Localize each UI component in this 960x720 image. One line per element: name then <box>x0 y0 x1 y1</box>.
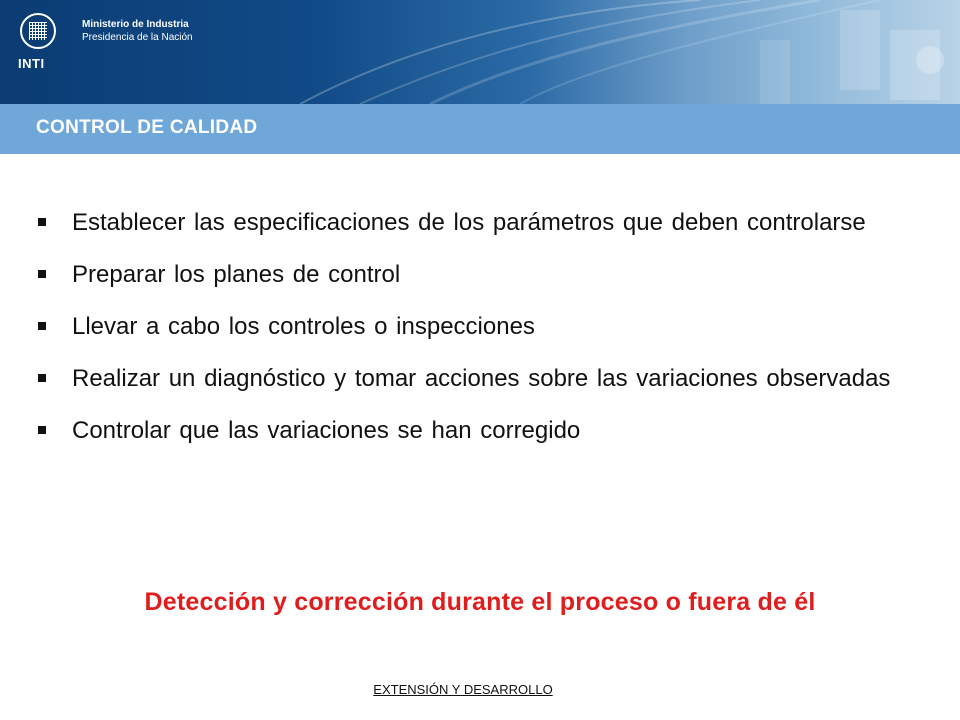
inti-logo-text: INTI <box>18 56 45 71</box>
bullet-text: Controlar que las variaciones se han corregido <box>72 417 581 444</box>
bullet-item <box>36 362 916 396</box>
square-bullet-icon <box>38 218 46 226</box>
bullet-item <box>36 258 916 292</box>
conclusion-text: Detección y corrección durante el proceso o fuera de él <box>144 588 816 616</box>
ministry-label <box>82 18 193 44</box>
bullet-list <box>36 206 916 466</box>
bullet-text: Preparar los planes de control <box>72 261 401 288</box>
ministry-line2: Presidencia de la Nación <box>82 32 193 43</box>
bullet-item <box>36 310 916 344</box>
bullet-text: Realizar un diagnóstico y tomar acciones sobre las variaciones observadas <box>72 365 891 392</box>
square-bullet-icon <box>38 270 46 278</box>
bullet-item <box>36 206 916 240</box>
bullet-text: Llevar a cabo los controles o inspecciones <box>72 313 535 340</box>
grid-icon <box>29 22 47 40</box>
bullet-text: Establecer las especificaciones de los parámetros que deben controlarse <box>72 209 866 236</box>
bullet-item <box>36 414 916 448</box>
square-bullet-icon <box>38 322 46 330</box>
slide-title: CONTROL DE CALIDAD <box>36 117 258 138</box>
ministry-line1: Ministerio de Industria <box>82 19 189 30</box>
header-banner <box>0 0 960 104</box>
header-decoration <box>0 0 960 104</box>
square-bullet-icon <box>38 374 46 382</box>
footer-label: EXTENSIÓN Y DESARROLLO <box>373 682 553 697</box>
square-bullet-icon <box>38 426 46 434</box>
inti-logo-mark <box>20 13 56 49</box>
